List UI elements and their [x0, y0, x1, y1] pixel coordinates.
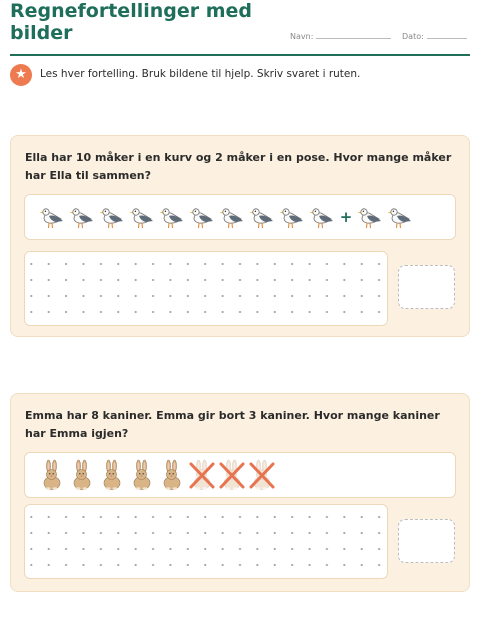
rabbit-icon [97, 459, 127, 491]
seagull-icon [385, 201, 415, 233]
seagull-icon [37, 201, 67, 233]
seagull-icon [127, 201, 157, 233]
crossed-rabbit-icon [187, 459, 217, 491]
worksheet-title: Regnefortellinger med bilder [10, 0, 253, 44]
seagull-icon [157, 201, 187, 233]
star-icon: ★ [10, 64, 32, 86]
question-text: Ella har 10 måker i en kurv og 2 måker i en pose. Hvor mange måker har Ella til sammen? [25, 151, 452, 182]
crossed-rabbit-icon [217, 459, 247, 491]
crossed-rabbit-icon [247, 459, 277, 491]
name-line[interactable] [316, 31, 391, 39]
picture-row [24, 452, 456, 498]
seagull-icon [97, 201, 127, 233]
date-label: Dato: [402, 32, 424, 41]
picture-icons [37, 459, 277, 491]
instruction-row [10, 64, 470, 86]
date-line[interactable] [427, 31, 467, 39]
answer-box[interactable] [398, 265, 455, 309]
plus-sign: + [339, 208, 353, 226]
picture-icons [37, 201, 415, 233]
task-card-1 [10, 135, 470, 337]
seagull-icon [187, 201, 217, 233]
name-label: Navn: [290, 32, 314, 41]
work-area[interactable] [24, 251, 388, 326]
rabbit-icon [37, 459, 67, 491]
worksheet-header [10, 0, 470, 56]
seagull-icon [355, 201, 385, 233]
picture-row [24, 194, 456, 240]
rabbit-icon [157, 459, 187, 491]
seagull-icon [277, 201, 307, 233]
date-field[interactable] [402, 31, 467, 41]
work-area[interactable] [24, 504, 388, 579]
question-text: Emma har 8 kaniner. Emma gir bort 3 kaniner. Hvor mange kaniner har Emma igjen? [25, 409, 440, 440]
name-field[interactable] [290, 31, 391, 41]
seagull-icon [217, 201, 247, 233]
task-card-2 [10, 393, 470, 592]
instruction-text: Les hver fortelling. Bruk bildene til hjelp. Skriv svaret i ruten. [40, 68, 361, 80]
rabbit-icon [127, 459, 157, 491]
seagull-icon [247, 201, 277, 233]
answer-box[interactable] [398, 519, 455, 563]
rabbit-icon [67, 459, 97, 491]
seagull-icon [307, 201, 337, 233]
seagull-icon [67, 201, 97, 233]
